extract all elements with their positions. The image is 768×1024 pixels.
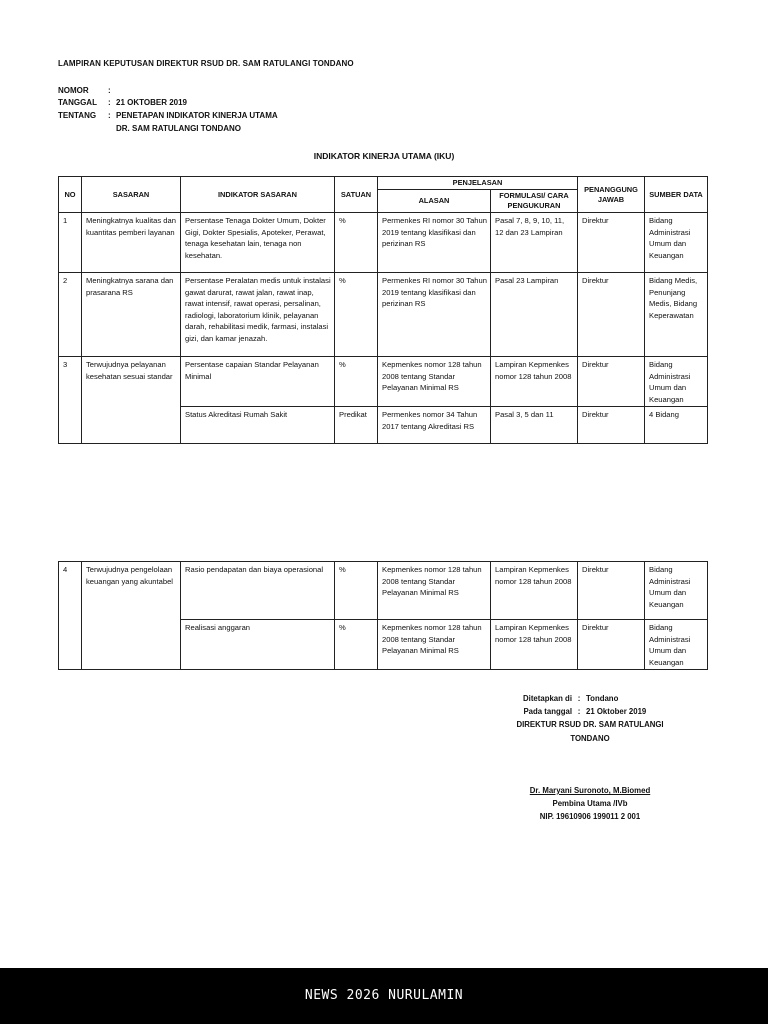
meta-tentang: TENTANG : PENETAPAN INDIKATOR KINERJA UTAMA [58, 111, 278, 120]
col-alasan: ALASAN [378, 190, 491, 213]
signature-office-city: TONDANO [570, 734, 610, 743]
document-title: INDIKATOR KINERJA UTAMA (IKU) [313, 151, 455, 161]
table-row: Realisasi anggaran % Kepmenkes nomor 128 tahun 2008 tentang Standar Pelayanan Minimal RS Lampiran Kepmenkes nomor 128 tahun 2008 Direktur Bidang Administrasi Umum dan Keuangan [59, 620, 708, 670]
col-no: NO [59, 177, 82, 213]
signatory-rank: Pembina Utama /IVb [552, 799, 628, 808]
col-penjelasan: PENJELASAN [378, 177, 578, 190]
footer-banner [0, 968, 768, 1024]
meta-nomor: NOMOR : [58, 86, 111, 95]
document-header-title: LAMPIRAN KEPUTUSAN DIREKTUR RSUD DR. SAM RATULANGI TONDANO [58, 59, 354, 68]
iku-table-continued [58, 561, 708, 670]
signatory-name: Dr. Maryani Suronoto, M.Biomed [529, 786, 651, 795]
meta-tentang-cont: DR. SAM RATULANGI TONDANO [116, 124, 242, 133]
col-satuan: SATUAN [335, 177, 378, 213]
iku-table [58, 176, 708, 444]
col-indikator: INDIKATOR SASARAN [181, 177, 335, 213]
col-penanggung: PENANGGUNG JAWAB [578, 177, 645, 213]
signatory-nip: NIP. 19610906 199011 2 001 [539, 812, 641, 821]
signature-place: Ditetapkan di : Tondano [523, 694, 619, 703]
table-row: Status Akreditasi Rumah Sakit Predikat Permenkes nomor 34 Tahun 2017 tentang Akreditasi RS Pasal 3, 5 dan 11 Direktur 4 Bidang [59, 407, 708, 444]
signature-office: DIREKTUR RSUD DR. SAM RATULANGI [516, 720, 664, 729]
col-sumber: SUMBER DATA [645, 177, 708, 213]
col-sasaran: SASARAN [82, 177, 181, 213]
signature-date: Pada tanggal : 21 Oktober 2019 [523, 707, 647, 716]
table-row: 2 Meningkatnya sarana dan prasarana RS Persentase Peralatan medis untuk instalasi gawat darurat, rawat jalan, rawat inap, rawat intensif, rawat operasi, persalinan, radiologi, laboratorium klinik, pelayanan darah, rehabilitasi medik, farmasi, instalasi gizi, dan kamar jenazah. % Permenkes RI nomor 30 Tahun 2019 tentang klasifikasi dan perizinan RS Pasal 23 Lampiran Direktur Bidang Medis, Penunjang Medis, Bidang Keperawatan [59, 273, 708, 357]
col-formulasi: FORMULASI/ CARA PENGUKURAN [491, 190, 578, 213]
meta-tanggal: TANGGAL : 21 OKTOBER 2019 [58, 98, 187, 107]
header-row [59, 177, 708, 190]
table-row: 3 Terwujudnya pelayanan kesehatan sesuai standar Persentase capaian Standar Pelayanan Minimal % Kepmenkes nomor 128 tahun 2008 tentang Standar Pelayanan Minimal RS Lampiran Kepmenkes nomor 128 tahun 2008 Direktur Bidang Administrasi Umum dan Keuangan [59, 357, 708, 407]
table-row: 4 Terwujudnya pengelolaan keuangan yang akuntabel Rasio pendapatan dan biaya operasional % Kepmenkes nomor 128 tahun 2008 tentang Standar Pelayanan Minimal RS Lampiran Kepmenkes nomor 128 tahun 2008 Direktur Bidang Administrasi Umum dan Keuangan [59, 562, 708, 620]
footer-text: NEWS 2026 NURULAMIN [304, 988, 464, 1003]
table-row: 1 Meningkatnya kualitas dan kuantitas pemberi layanan Persentase Tenaga Dokter Umum, Dokter Gigi, Dokter Spesialis, Apoteker, Perawat, tenaga kesehatan lain, tenaga non kesehatan. % Permenkes RI nomor 30 Tahun 2019 tentang klasifikasi dan perizinan RS Pasal 7, 8, 9, 10, 11, 12 dan 23 Lampiran Direktur Bidang Administrasi Umum dan Keuangan [59, 213, 708, 273]
